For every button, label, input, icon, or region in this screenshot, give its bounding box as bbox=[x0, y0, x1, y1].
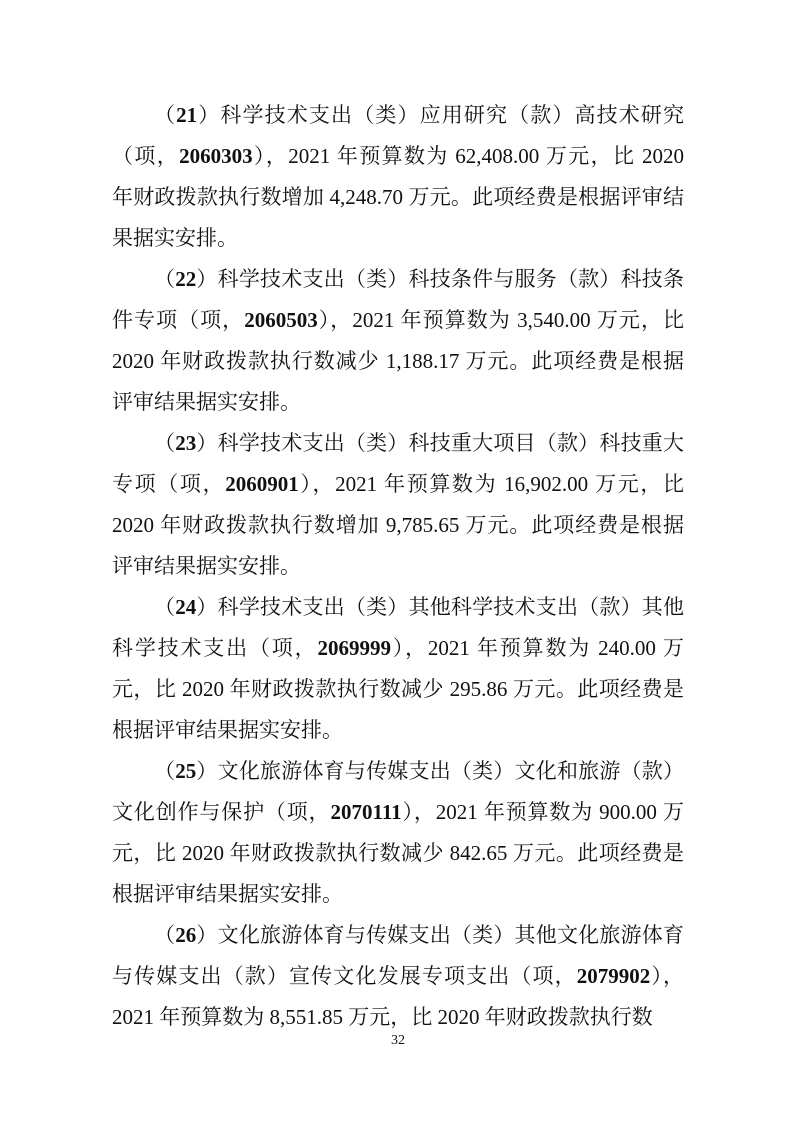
item-number: 22 bbox=[175, 267, 197, 291]
item-number-open-paren: （ bbox=[154, 267, 176, 291]
budget-paragraph bbox=[112, 587, 684, 751]
paragraph-text-tail: ），2021 年预算数为 8,551.85 万元，比 2020 年财政拨款执行数 bbox=[112, 964, 685, 1029]
item-number: 24 bbox=[175, 595, 197, 619]
budget-code: 2060303 bbox=[179, 144, 253, 168]
item-number-close-paren: ） bbox=[197, 103, 221, 127]
paragraph-text-lead: 科学技术支出（类）其他科学技术支出（款）其他科学技术支出（项， bbox=[112, 595, 685, 660]
item-number-close-paren: ） bbox=[196, 431, 218, 455]
paragraph-text-tail: ），2021 年预算数为 16,902.00 万元，比 2020 年财政拨款执行数增加 9,785.65 万元。此项经费是根据评审结果据实安排。 bbox=[112, 472, 685, 578]
paragraph-text-lead: 科学技术支出（类）科技重大项目（款）科技重大专项（项， bbox=[112, 431, 685, 496]
budget-code: 2070111 bbox=[330, 800, 402, 824]
page-number: 32 bbox=[391, 1033, 405, 1048]
item-number-open-paren: （ bbox=[154, 431, 176, 455]
item-number: 26 bbox=[175, 923, 197, 947]
item-number: 21 bbox=[176, 103, 198, 127]
paragraph-text-lead: 科学技术支出（类）应用研究（款）高技术研究（项， bbox=[112, 103, 685, 168]
item-number-close-paren: ） bbox=[196, 595, 218, 619]
page-body bbox=[112, 95, 684, 1038]
item-number-close-paren: ） bbox=[196, 759, 218, 783]
paragraph-text-tail: ），2021 年预算数为 3,540.00 万元，比 2020 年财政拨款执行数减少 1,188.17 万元。此项经费是根据评审结果据实安排。 bbox=[112, 308, 685, 414]
budget-paragraph bbox=[112, 259, 684, 423]
budget-paragraph bbox=[112, 423, 684, 587]
item-number-open-paren: （ bbox=[154, 103, 177, 127]
item-number-close-paren: ） bbox=[196, 923, 218, 947]
budget-code: 2069999 bbox=[317, 636, 391, 660]
budget-code: 2060901 bbox=[225, 472, 299, 496]
paragraph-text-tail: ），2021 年预算数为 62,408.00 万元，比 2020 年财政拨款执行数增加 4,248.70 万元。此项经费是根据评审结果据实安排。 bbox=[112, 144, 685, 250]
budget-paragraph bbox=[112, 915, 684, 1038]
paragraph-text-lead: 文化旅游体育与传媒支出（类）其他文化旅游体育与传媒支出（款）宣传文化发展专项支出（项， bbox=[112, 923, 685, 988]
item-number: 25 bbox=[175, 759, 197, 783]
paragraph-text-lead: 科学技术支出（类）科技条件与服务（款）科技条件专项（项， bbox=[112, 267, 685, 332]
budget-paragraph bbox=[112, 751, 684, 915]
item-number: 23 bbox=[175, 431, 197, 455]
item-number-open-paren: （ bbox=[154, 923, 176, 947]
item-number-open-paren: （ bbox=[154, 759, 176, 783]
paragraph-text-lead: 文化旅游体育与传媒支出（类）文化和旅游（款）文化创作与保护（项， bbox=[112, 759, 685, 824]
budget-code: 2079902 bbox=[576, 964, 651, 988]
item-number-open-paren: （ bbox=[154, 595, 176, 619]
paragraph-text-tail: ），2021 年预算数为 240.00 万元，比 2020 年财政拨款执行数减少 295.86 万元。此项经费是根据评审结果据实安排。 bbox=[112, 636, 685, 742]
item-number-close-paren: ） bbox=[196, 267, 218, 291]
paragraph-text-tail: ），2021 年预算数为 900.00 万元，比 2020 年财政拨款执行数减少 842.65 万元。此项经费是根据评审结果据实安排。 bbox=[112, 800, 685, 906]
budget-paragraph bbox=[112, 95, 684, 259]
budget-code: 2060503 bbox=[244, 308, 318, 332]
